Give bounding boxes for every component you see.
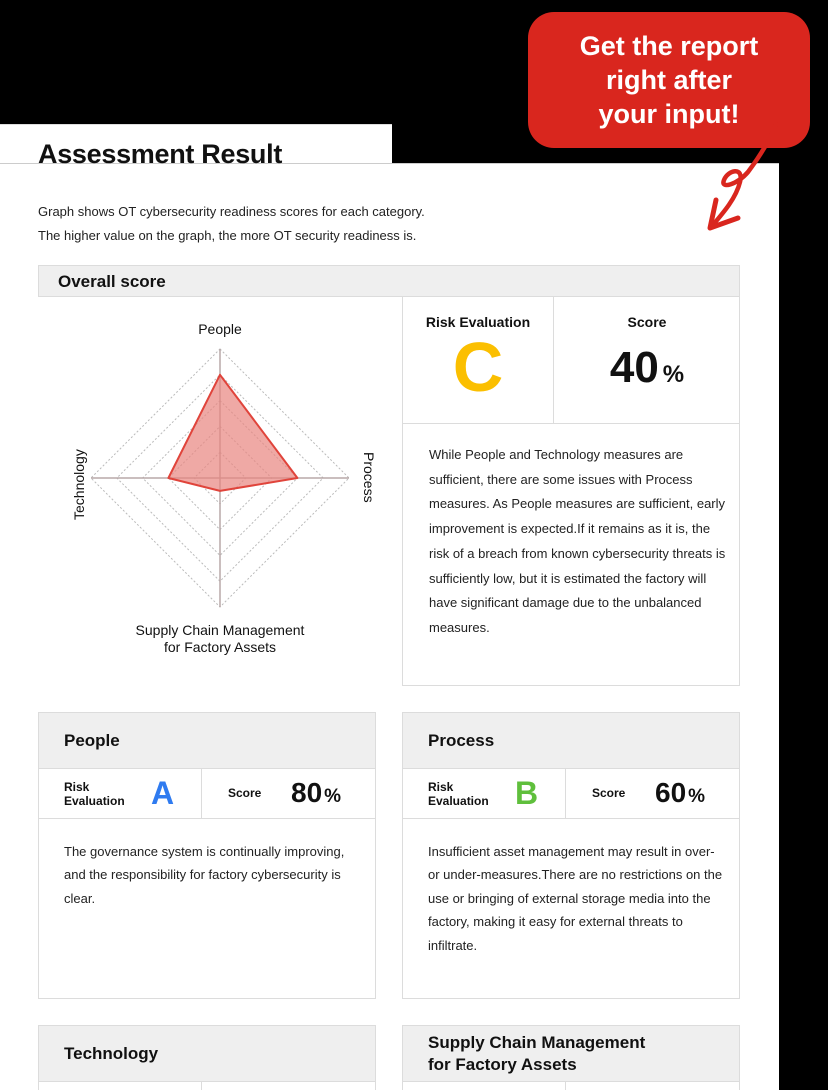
card-score-row xyxy=(403,1082,739,1090)
overall-risk-grade: C xyxy=(452,328,504,406)
risk-label-line-2: Evaluation xyxy=(64,794,125,808)
risk-cell xyxy=(403,769,566,818)
category-card-people xyxy=(38,712,376,999)
overall-risk-cell xyxy=(403,297,554,424)
intro-line-1: Graph shows OT cybersecurity readiness scores for each category. xyxy=(38,204,425,219)
axis-label-supply-chain-line-1: Supply Chain Management xyxy=(135,622,305,638)
score-unit: % xyxy=(688,786,706,807)
radar-chart xyxy=(38,297,402,686)
score-number: 60 xyxy=(655,777,687,808)
intro-text xyxy=(38,200,425,248)
card-header xyxy=(39,713,375,769)
risk-cell xyxy=(39,1082,202,1090)
card-title-line-2: for Factory Assets xyxy=(428,1055,577,1074)
overall-score-value xyxy=(554,338,740,405)
risk-cell xyxy=(39,769,202,818)
score-value xyxy=(655,777,705,809)
score-label: Score xyxy=(592,786,626,800)
card-score-row xyxy=(39,1082,375,1090)
score-cell xyxy=(202,1082,376,1090)
card-description: The governance system is continually improving, and the responsibility for factory cybersecurity is clear. xyxy=(64,844,345,906)
card-header xyxy=(403,713,739,769)
axis-label-supply-chain xyxy=(38,622,402,656)
risk-cell xyxy=(403,1082,566,1090)
curly-arrow-icon xyxy=(690,120,790,240)
score-cell xyxy=(202,769,376,818)
callout-line-2: right after xyxy=(605,65,732,95)
risk-label-line-1: Risk xyxy=(64,780,90,794)
intro-line-2: The higher value on the graph, the more OT security readiness is. xyxy=(38,228,417,243)
overall-score-number: 40 xyxy=(609,343,659,392)
overall-score-label: Score xyxy=(627,314,667,330)
overall-score-cell xyxy=(554,297,740,424)
category-card-process xyxy=(402,712,740,999)
category-card-technology xyxy=(38,1025,376,1090)
card-score-row xyxy=(403,769,739,819)
card-title-line-1: Supply Chain Management xyxy=(428,1033,646,1052)
risk-label-line-2: Evaluation xyxy=(428,794,489,808)
overall-score-unit: % xyxy=(662,361,685,388)
card-title: People xyxy=(64,731,120,750)
card-header xyxy=(403,1026,739,1082)
score-label: Score xyxy=(228,786,262,800)
card-description: Insufficient asset management may result in over- or under-measures.There are no restrictions on the use or bringing of external storage media into the factory, making it easy for external threats to infiltrate. xyxy=(428,844,723,953)
card-score-row xyxy=(39,769,375,819)
risk-grade: A xyxy=(151,775,175,811)
risk-label-line-1: Risk xyxy=(428,780,454,794)
overall-score-header xyxy=(38,265,740,297)
page-title: Assessment Result xyxy=(38,139,283,169)
risk-grade: B xyxy=(515,775,539,811)
overall-risk-label: Risk Evaluation xyxy=(425,314,531,330)
score-cell xyxy=(566,769,740,818)
callout-line-1: Get the report xyxy=(579,31,759,61)
overall-description: While People and Technology measures are sufficient, there are some issues with Process measures. As People measures are sufficient, early improvement is expected.If it remains as it is, the risk of a breach from known cybersecurity threats is sufficiently low, but it is estimated the factory will have significant damage due to the unbalanced measures. xyxy=(429,447,726,635)
callout-line-3: your input! xyxy=(598,99,740,129)
axis-label-people: People xyxy=(198,321,242,337)
axis-label-supply-chain-line-2: for Factory Assets xyxy=(163,639,277,655)
card-title xyxy=(428,1032,645,1076)
risk-label xyxy=(64,780,125,808)
card-header xyxy=(39,1026,375,1082)
overall-score-panel xyxy=(402,297,740,686)
card-title: Process xyxy=(428,731,495,750)
score-unit: % xyxy=(324,786,342,807)
score-value xyxy=(291,777,341,809)
score-number: 80 xyxy=(291,777,323,808)
overall-score-title: Overall score xyxy=(58,272,166,291)
axis-label-process: Process xyxy=(361,452,377,503)
score-cell xyxy=(566,1082,740,1090)
axis-label-technology: Technology xyxy=(71,449,87,520)
card-title: Technology xyxy=(64,1044,159,1063)
category-card-supply-chain xyxy=(402,1025,740,1090)
risk-label xyxy=(428,780,489,808)
